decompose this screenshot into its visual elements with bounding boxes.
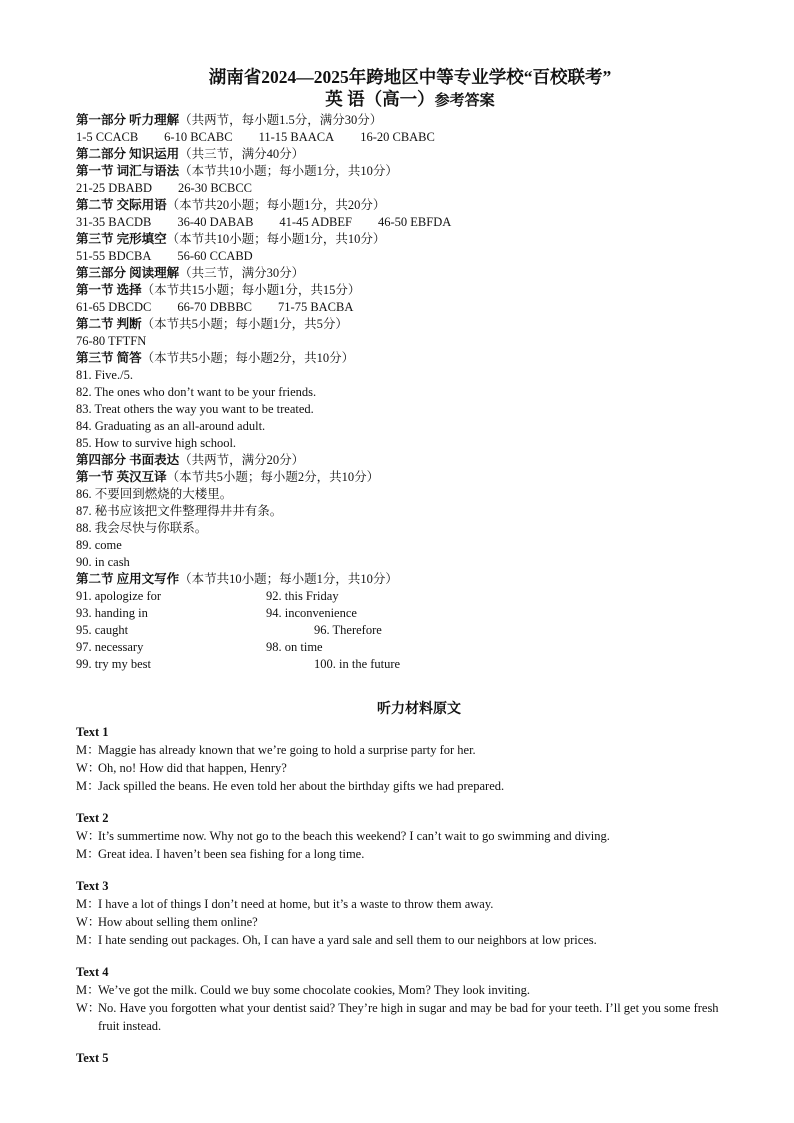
- answer-line: 95. caught: [76, 623, 129, 637]
- part2-section2-heading: 第二节 交际用语（本节共20小题；每小题1分，共20分）: [76, 198, 386, 212]
- answer-line: 86. 不要回到燃烧的大楼里。: [76, 487, 233, 501]
- dialogue-line: M： Jack spilled the beans. He even told her about the birthday gifts we had prepared.: [76, 779, 505, 793]
- answer-line: 85. How to survive high school.: [76, 436, 237, 450]
- part3-section1-answers: 61-65 DBCDC 66-70 DBBBC 71-75 BACBA: [76, 300, 354, 314]
- part3-section2-heading: 第二节 判断（本节共5小题；每小题1分，共5分）: [76, 317, 348, 331]
- speaker-label: W：: [76, 915, 101, 929]
- part3-heading: 第三部分 阅读理解（共三节，满分30分）: [76, 266, 305, 280]
- part3-section1-heading: 第一节 选择（本节共15小题；每小题1分，共15分）: [76, 283, 361, 297]
- listening-text-4: [76, 963, 726, 1035]
- text-label: Text 5: [76, 1051, 109, 1065]
- dialogue-line: M： Great idea. I haven’t been sea fishing for a long time.: [76, 847, 365, 861]
- listening-text-2: [76, 809, 726, 863]
- dialogue-line: M： I have a lot of things I don’t need at home, but it’s a waste to throw them away.: [76, 897, 494, 911]
- part2-section2-answers: 31-35 BACDB 36-40 DABAB 41-45 ADBEF 46-50 EBFDA: [76, 215, 452, 229]
- part1-heading: 第一部分 听力理解（共两节，每小题1.5分，满分30分）: [76, 113, 383, 127]
- listening-section-title: 听力材料原文: [377, 702, 461, 717]
- dialogue-line: W： How about selling them online?: [76, 915, 258, 929]
- speaker-label: M：: [76, 743, 100, 757]
- writing-answers-grid: [76, 588, 726, 673]
- part2-heading: 第二部分 知识运用（共三节，满分40分）: [76, 147, 305, 161]
- speaker-label: M：: [76, 847, 100, 861]
- document-title: 湖南省2024—2025年跨地区中等专业学校“百校联考”: [208, 67, 612, 87]
- listening-text-5: [76, 1049, 726, 1067]
- part2-section1-answers: 21-25 DBABD 26-30 BCBCC: [76, 181, 253, 195]
- part1-answers: 1-5 CCACB 6-10 BCABC 11-15 BAACA 16-20 CBABC: [76, 130, 435, 144]
- answer-line: 97. necessary: [76, 640, 144, 654]
- part2-section3-heading: 第三节 完形填空（本节共10小题；每小题1分，共10分）: [76, 232, 386, 246]
- answer-line: 87. 秘书应该把文件整理得井井有条。: [76, 504, 283, 518]
- speaker-label: M：: [76, 933, 100, 947]
- answer-line: 83. Treat others the way you want to be treated.: [76, 402, 314, 416]
- dialogue-line: W： No. Have you forgotten what your dentist said? They’re high in sugar and may be bad for your teeth. I’ll get you some fresh fruit instead.: [76, 1001, 719, 1033]
- document-subtitle: [94, 88, 726, 112]
- text-label: Text 1: [76, 725, 109, 739]
- answer-line: 100. in the future: [314, 657, 401, 671]
- answer-key-label: 参考答案: [434, 93, 495, 109]
- dialogue-line: W： It’s summertime now. Why not go to the beach this weekend? I can’t wait to go swimming and diving.: [76, 829, 610, 843]
- answer-key-page: [76, 66, 726, 1067]
- answer-line: 90. in cash: [76, 555, 130, 569]
- dialogue-line: W： Oh, no! How did that happen, Henry?: [76, 761, 287, 775]
- text-label: Text 4: [76, 965, 109, 979]
- part2-section3-answers: 51-55 BDCBA 56-60 CCABD: [76, 249, 253, 263]
- speaker-label: M：: [76, 897, 100, 911]
- answer-line: 88. 我会尽快与你联系。: [76, 521, 208, 535]
- answer-line: 94. inconvenience: [266, 606, 357, 620]
- answer-line: 93. handing in: [76, 606, 148, 620]
- answer-line: 84. Graduating as an all-around adult.: [76, 419, 266, 433]
- answer-line: 99. try my best: [76, 657, 151, 671]
- answer-line: 96. Therefore: [314, 623, 382, 637]
- answer-line: 91. apologize for: [76, 589, 162, 603]
- dialogue-line: M： Maggie has already known that we’re going to hold a surprise party for her.: [76, 743, 476, 757]
- part2-section1-heading: 第一节 词汇与语法（本节共10小题；每小题1分，共10分）: [76, 164, 398, 178]
- speaker-label: W：: [76, 829, 101, 843]
- part3-section3-heading: 第三节 简答（本节共5小题；每小题2分，共10分）: [76, 351, 355, 365]
- part4-heading: 第四部分 书面表达（共两节，满分20分）: [76, 453, 305, 467]
- listening-text-3: [76, 877, 726, 949]
- answer-line: 82. The ones who don’t want to be your friends.: [76, 385, 317, 399]
- dialogue-line: M： I hate sending out packages. Oh, I can have a yard sale and sell them to our neighbors at low prices.: [76, 933, 597, 947]
- speaker-label: M：: [76, 779, 100, 793]
- text-label: Text 2: [76, 811, 109, 825]
- part3-section2-answers: 76-80 TFTFN: [76, 334, 147, 348]
- speaker-label: W：: [76, 761, 101, 775]
- answer-line: 98. on time: [266, 640, 323, 654]
- answer-line: 92. this Friday: [266, 589, 339, 603]
- speaker-label: W：: [76, 1001, 101, 1015]
- part4-section2-heading: 第二节 应用文写作（本节共10小题；每小题1分，共10分）: [76, 572, 398, 586]
- dialogue-line: M： We’ve got the milk. Could we buy some chocolate cookies, Mom? They look inviting.: [76, 983, 531, 997]
- listening-text-1: [76, 723, 726, 795]
- text-label: Text 3: [76, 879, 109, 893]
- answer-line: 89. come: [76, 538, 122, 552]
- speaker-label: M：: [76, 983, 100, 997]
- subject-label: 英 语（高一）: [325, 89, 435, 109]
- part4-section1-heading: 第一节 英汉互译（本节共5小题；每小题2分，共10分）: [76, 470, 380, 484]
- answer-line: 81. Five./5.: [76, 368, 133, 382]
